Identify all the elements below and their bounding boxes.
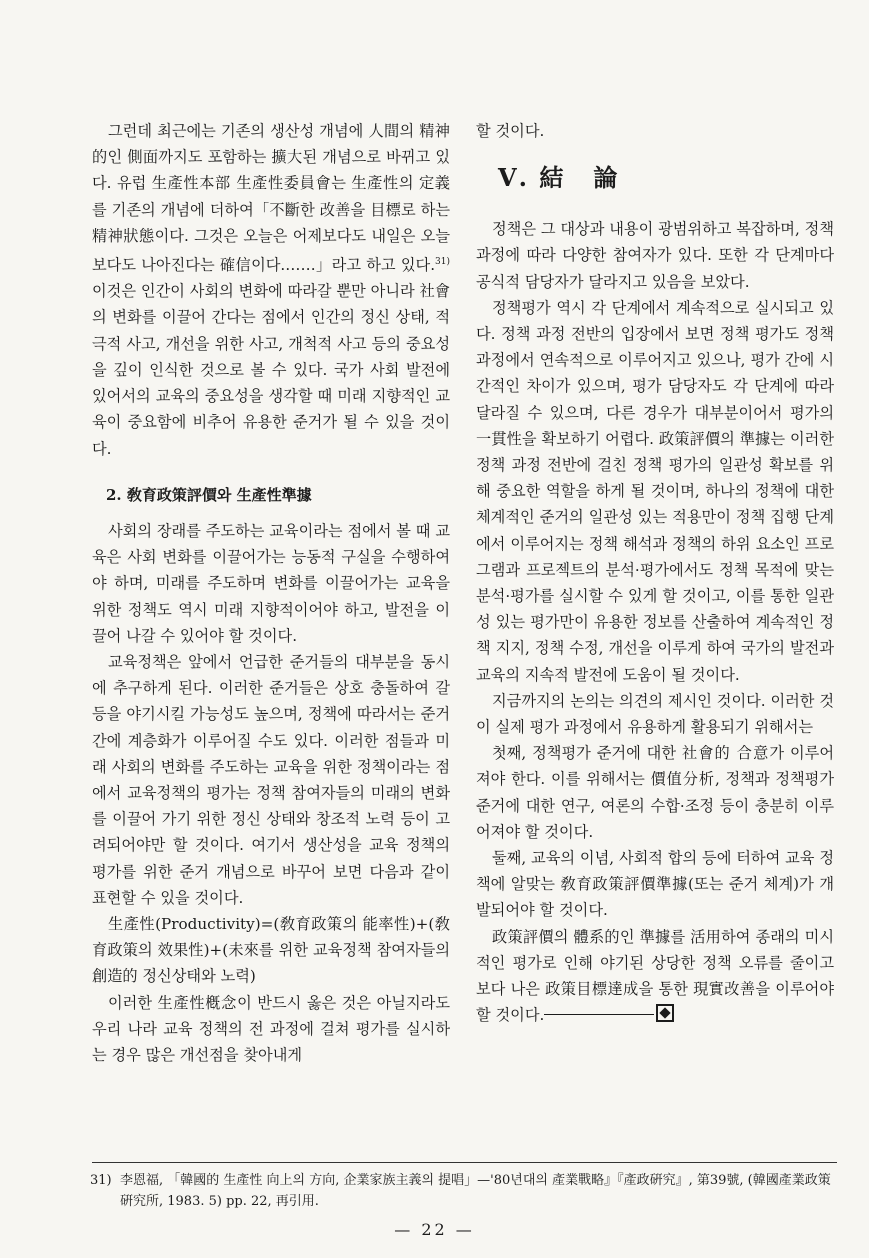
footnote: 31) 李恩福, 「韓國的 生產性 向上의 方向, 企業家族主義의 提唱」—'80년대의 產業戰略』『產政硏究』, 第39號, (韓國產業政策硏究所, 1983. 5) pp. 22, 再引用. (90, 1173, 831, 1209)
body-paragraph: 지금까지의 논의는 의견의 제시인 것이다. 이러한 것이 실제 평가 과정에서 유용하게 활용되기 위해서는 (476, 691, 834, 737)
body-paragraph: 둘째, 교육의 이념, 사회적 합의 등에 터하여 교육 정책에 알맞는 敎育政策評價準據(또는 준거 체계)가 개발되어야 할 것이다. (476, 849, 834, 920)
continued-text: 할 것이다. (476, 122, 545, 140)
end-rule (544, 1014, 654, 1015)
chapter-heading: Ⅴ. 結 論 (498, 163, 620, 193)
body-paragraph: 정책은 그 대상과 내용이 광범위하고 복잡하며, 정책 과정에 따라 다양한 참여자가 있다. 또한 각 단계마다 공식적 담당자가 달라지고 있음을 보았다. (476, 220, 834, 291)
body-paragraph: 정책평가 역시 각 단계에서 계속적으로 실시되고 있다. 정책 과정 전반의 입장에서 보면 정책 평가도 정책 과정에서 연속적으로 이루어지고 있으나, 평가 간에 시간적인 차이가 있으며, 평가 담당자도 각 단계에 따라 달라질 수 있으며, 다른 경우가 대부분이어서 평가의 一貫性을 확보하기 어렵다. 政策評價의 準據는 이러한 정책 과정 전반에 걸친 정책 평가의 일관성 확보를 위해 중요한 역할을 하게 될 것이며, 하나의 정책에 대한 체계적인 준거의 일관성 있는 적용만이 정책 집행 단계에서 이루어지는 정책 해석과 정책의 하위 요소인 프로그램과 프로젝트의 분석·평가에서도 정책 목적에 맞는 분석·평가를 실시할 수 있게 할 것이고, 이를 통한 일관성 있는 평가만이 유용한 정보를 산출하여 계속적인 정책 지지, 정책 수정, 개선을 이루게 하여 국가의 발전과 교육의 지속적 발전에 도움이 될 것이다. (476, 298, 834, 684)
right-column (476, 118, 834, 1029)
end-diamond-icon (656, 1004, 674, 1022)
section-heading: 2. 敎育政策評價와 生產性準據 (106, 485, 312, 504)
body-paragraph: 이러한 生產性槪念이 반드시 옳은 것은 아닐지라도 우리 나라 교육 정책의 전 과정에 걸쳐 평가를 실시하는 경우 많은 개선점을 찾아내게 (92, 993, 450, 1064)
formula-block: 生產性(Productivity)=(敎育政策의 能率性)+(敎育政策의 效果性)+(未來를 위한 교육정책 참여자들의 創造的 정신상태와 노력) (92, 914, 450, 986)
body-paragraph: 政策評價의 體系的인 準據를 活用하여 종래의 미시적인 평가로 인해 야기된 상당한 정책 오류를 줄이고 보다 나은 政策目標達成을 통한 現實改善을 이루어야 할 것이다. (476, 927, 834, 1025)
body-paragraph: 교육정책은 앞에서 언급한 준거들의 대부분을 동시에 추구하게 된다. 이러한 준거들은 상호 충돌하여 갈등을 야기시킬 가능성도 높으며, 정책에 따라서는 준거간에 계층화가 이루어질 수도 있다. 이러한 점들과 미래 사회의 변화를 주도하는 교육을 위한 정책이라는 점에서 교육정책의 평가는 정책 참여자들의 미래의 변화를 이끌어 가기 위한 정신 상태와 창조적 노력 등이 고려되어야만 할 것이다. 여기서 생산성을 교육 정책의 평가를 위한 준거 개념으로 바꾸어 보면 다음과 같이 표현할 수 있을 것이다. (92, 652, 450, 907)
footnote-ref: 31) (435, 257, 450, 268)
left-column (92, 118, 450, 1068)
footnote-divider (92, 1162, 837, 1163)
body-paragraph: 첫째, 정책평가 준거에 대한 社會的 合意가 이루어져야 한다. 이를 위해서는 價值分析, 정책과 정책평가 준거에 대한 연구, 여론의 수합·조정 등이 충분히 이루어져야 할 것이다. (476, 744, 834, 841)
page-number: — 22 — (394, 1220, 475, 1239)
body-paragraph: 그런데 최근에는 기존의 생산성 개념에 人間의 精神的인 側面까지도 포함하는 擴大된 개념으로 바뀌고 있다. 유럽 生產性本部 生產性委員會는 生產性의 定義를 기존의 개념에 더하여「不斷한 改善을 目標로 하는 精神狀態이다. 그것은 오늘은 어제보다도 내일은 오늘 보다도 나아진다는 確信이다.……」라고 하고 있다.$^{31)}$ 이것은 인간이 사회의 변화에 따라갈 뿐만 아니라 社會의 변화를 이끌어 간다는 점에서 인간의 정신 상태, 적극적 사고, 개선을 위한 사고, 개척적 사고 등의 중요성을 깊이 인식한 것으로 볼 수 있다. 국가 사회 발전에 있어서의 교육의 중요성을 생각할 때 미래 지향적인 교육이 중요함에 비추어 유용한 준거가 될 수 있을 것이다. (92, 122, 450, 458)
body-paragraph: 사회의 장래를 주도하는 교육이라는 점에서 볼 때 교육은 사회 변화를 이끌어가는 능동적 구실을 수행하여야 하며, 미래를 주도하며 변화를 이끌어가는 교육을 위한 정책도 역시 미래 지향적이어야 하고, 발전을 이끌어 나갈 수 있어야 할 것이다. (92, 521, 450, 645)
